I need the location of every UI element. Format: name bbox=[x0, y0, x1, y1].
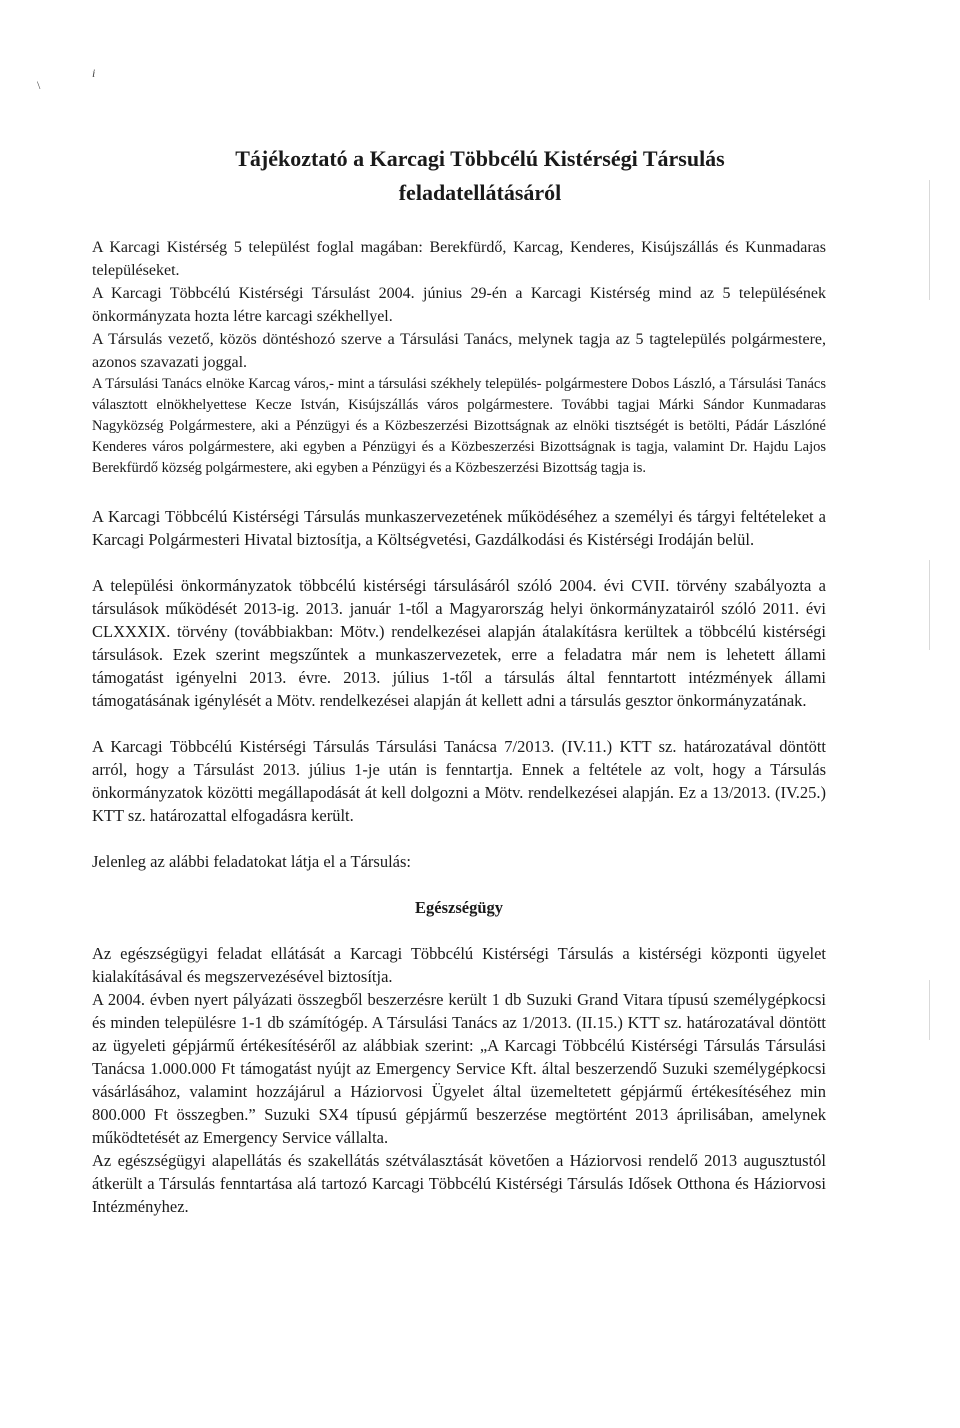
paragraph-founding: A Karcagi Többcélú Kistérségi Társulást 2004. június 29-én a Karcagi Kistérség mind az 5 településének önkormányzata hozta létre karcagi székhellyel. bbox=[92, 285, 826, 325]
stray-mark-a: \ bbox=[37, 78, 41, 92]
paragraph-council: A Társulás vezető, közös döntéshozó szerve a Társulási Tanács, melynek tagja az 5 tagtelepülés polgármestere, azonos szavazati joggal. bbox=[92, 331, 826, 371]
paragraph-primary-care: Az egészségügyi alapellátás és szakellátás szétválasztását követően a Háziorvosi rendelő 2013 augusztustól átkerült a Társulás fenntartása alá tartozó Karcagi Többcélú Kistérségi Társulás Idősek Otthona és Háziorvosi Intézményhez. bbox=[92, 1151, 826, 1216]
paragraph-leadership: A Társulási Tanács elnöke Karcag város,- mint a társulási székhely település- polgármestere Dobos László, a Társulási Tanács választott elnökhelyettese Kecze István, Kisújszállás város polgármestere. További tagjai Márki Sándor Kunmadaras Nagyközség Polgármestere, aki a Pénzügyi és a Közbeszerzési Bizottságnak az elnöki tisztségét is betölti, Pádár Lászlóné Kenderes város polgármestere, aki egyben a Pénzügyi és a Közbeszerzési Bizottságnak is tagja, valamint Dr. Hajdu Lajos Berekfürdő község polgármestere, aki egyben a Pénzügyi és a Közbeszerzési Bizottság tagja is. bbox=[92, 376, 826, 476]
paragraph-tasks-intro: Jelenleg az alábbi feladatokat látja el a Társulás: bbox=[92, 852, 412, 871]
spacer bbox=[92, 919, 826, 942]
scan-edge-line bbox=[929, 980, 930, 1040]
paragraph-vehicle: A 2004. évben nyert pályázati összegből beszerzésre került 1 db Suzuki Grand Vitara típusú személygépkocsi és minden településre 1-1 db számítógép. A Társulási Tanács az 1/2013. (II.15.) KTT sz. határozatával döntött az ügyeleti gépjármű értékesítéséről az alábbiak szerint: „A Karcagi Többcélú Kistérségi Társulás Társulási Tanácsa 1.000.000 Ft támogatást nyújt az Emergency Service Kft. által beszerzendő Suzuki személygépkocsi vásárlásához, valamint hozzájárul a Háziorvosi Ügyelet által üzemeltetett gépjármű értékesítéséhez min 800.000 Ft összegben.” Suzuki SX4 típusú gépjármű beszerzése megtörtént 2013 áprilisában, amelynek működtetését az Emergency Service vállalta. bbox=[92, 990, 826, 1147]
spacer bbox=[92, 479, 826, 505]
document-title-line-1: Tájékoztató a Karcagi Többcélú Kistérségi Társulás bbox=[235, 146, 725, 171]
paragraph-organization: A Karcagi Többcélú Kistérségi Társulás munkaszervezetének működéséhez a személyi és tárgyi feltételeket a Karcagi Polgármesteri Hivatal biztosítja, a Költségvetési, Gazdálkodási és Kistérségi Irodáján belül. bbox=[92, 507, 826, 549]
paragraph-members: A Karcagi Kistérség 5 települést foglal magában: Berekfürdő, Karcag, Kenderes, Kisújszállás és Kunmadaras településeket. bbox=[92, 239, 826, 279]
paragraph-council-decision: A Karcagi Többcélú Kistérségi Társulás Társulási Tanácsa 7/2013. (IV.11.) KTT sz. határozatával döntött arról, hogy a Társulást 2013. július 1-je után is fenntartja. Ennek a feltétele az volt, hogy a Társulás önkormányzatok közötti megállapodását át kell dolgozni a Mötv. rendelkezései alapján. Ez a 13/2013. (IV.25.) KTT sz. határozattal elfogadásra került. bbox=[92, 737, 826, 825]
spacer bbox=[92, 827, 826, 850]
stray-mark-b: i bbox=[92, 66, 96, 80]
scan-edge-line bbox=[929, 180, 930, 300]
section-heading-healthcare: Egészségügy bbox=[415, 898, 503, 917]
spacer bbox=[92, 873, 826, 896]
document-title-line-2: feladatellátásáról bbox=[398, 180, 562, 205]
spacer bbox=[92, 712, 826, 735]
spacer bbox=[92, 551, 826, 574]
scan-edge-line bbox=[929, 560, 930, 650]
paragraph-legal-basis: A települési önkormányzatok többcélú kistérségi társulásáról szóló 2004. évi CVII. törvény szabályozta a társulások működését 2013-ig. 2013. január 1-től a Magyarország helyi önkormányzatairól szóló 2011. évi CLXXXIX. törvény (továbbiakban: Mötv.) rendelkezései alapján átalakításra kerültek a többcélú kistérségi társulások. Ezek szerint megszűntek a munkaszervezetek, erre a feladatra már nem is lehetett állami támogatást igényelni 2013. évre. 2013. július 1-től a társulás által fenntartott intézmények állami támogatásának igénylését a Mötv. rendelkezései alapján át kellett adni a társulás gesztor önkormányzatának. bbox=[92, 576, 826, 710]
document-body bbox=[92, 236, 826, 1218]
paragraph-healthcare-duty: Az egészségügyi feladat ellátását a Karcagi Többcélú Kistérségi Társulás a kistérségi központi ügyelet kialakításával és megszervezésével biztosítja. bbox=[92, 944, 826, 986]
